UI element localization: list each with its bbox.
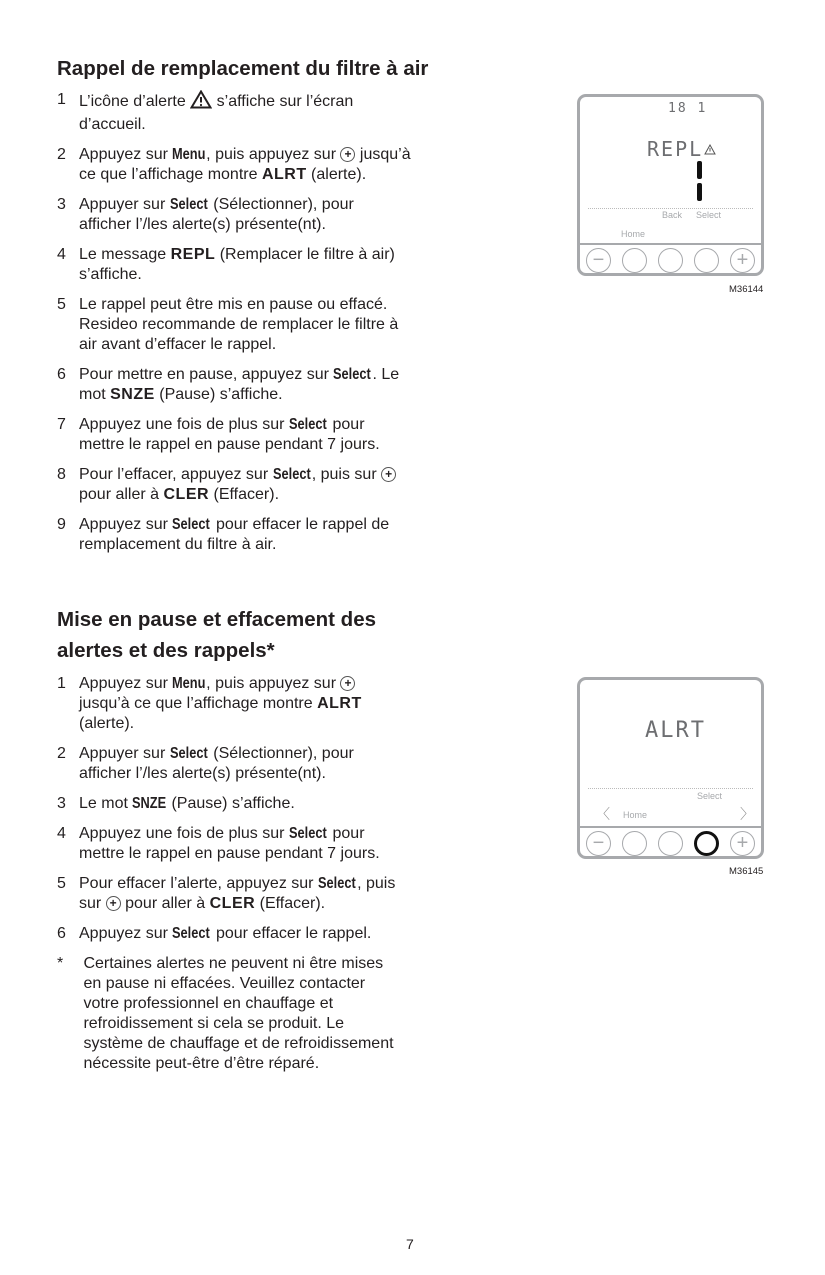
text: Pour effacer l’alerte, appuyez sur — [79, 875, 318, 892]
text-line — [79, 974, 497, 994]
cursor-segment — [697, 183, 702, 201]
text: Appuyer sur — [79, 745, 170, 762]
text: , puis — [357, 875, 396, 892]
text-line — [79, 90, 497, 115]
text-line — [79, 365, 497, 385]
step-number: 5 — [57, 875, 66, 892]
text-line — [79, 994, 497, 1014]
text: (Effacer). — [209, 486, 280, 503]
step-number: 6 — [57, 366, 66, 383]
top-digits: 18 1 — [668, 101, 708, 116]
select-label: Select — [696, 210, 722, 220]
warning-icon — [704, 144, 716, 155]
text: afficher l’/les alerte(s) présente(nt). — [79, 216, 326, 233]
text: système de chauffage et de refroidissement — [79, 1035, 394, 1052]
text-line — [79, 954, 497, 974]
button-row — [586, 831, 755, 856]
bold-term: SNZE — [110, 386, 155, 403]
step-number: 3 — [57, 196, 66, 213]
thermostat-screen — [580, 680, 761, 828]
text: Appuyez sur — [79, 675, 173, 692]
list-item — [57, 874, 497, 914]
text-line — [79, 874, 497, 894]
text: pour — [328, 416, 365, 433]
button-name: Menu — [172, 675, 206, 692]
list-item — [57, 465, 497, 505]
text-line — [79, 145, 497, 165]
title-line-2: alertes et des rappels* — [57, 639, 275, 662]
text-line — [79, 894, 497, 914]
cursor-segment — [697, 161, 702, 179]
button-name: Select — [169, 196, 208, 213]
text-line — [79, 535, 497, 555]
text: (alerte). — [79, 715, 135, 732]
list-item — [57, 515, 497, 555]
thermostat-illustration-alrt — [577, 677, 764, 859]
home-label: Home — [621, 229, 646, 239]
list-item — [57, 674, 497, 734]
text-line — [79, 764, 497, 784]
button-name: Select — [288, 416, 327, 433]
bold-term: CLER — [163, 486, 210, 503]
button-name: Select — [172, 925, 211, 942]
text-line — [79, 794, 497, 814]
text: pour aller à — [79, 486, 164, 503]
text-line — [79, 165, 497, 185]
chevron-left-icon[interactable]: 〈 — [596, 806, 610, 822]
step-number: 5 — [57, 296, 66, 313]
text: Appuyez sur — [79, 925, 173, 942]
select-label: Select — [697, 791, 723, 801]
text: (Pause) s’affiche. — [154, 386, 283, 403]
text: pour aller à — [120, 895, 210, 912]
text-line — [79, 924, 497, 944]
minus-button[interactable]: − — [586, 831, 611, 856]
text: sur — [79, 895, 106, 912]
list-item — [57, 924, 497, 944]
divider — [588, 788, 753, 789]
text-line — [79, 385, 497, 405]
text: en pause ni effacées. Veuillez contacter — [79, 975, 366, 992]
text: L’icône d’alerte — [79, 93, 191, 110]
text: , puis sur — [311, 466, 382, 483]
section-title-pause-clear — [57, 604, 376, 666]
text: votre professionnel en chauffage et — [79, 995, 334, 1012]
back-label: Back — [662, 210, 683, 220]
button-name: SNZE — [132, 795, 167, 812]
text-line — [79, 824, 497, 844]
step-number: * — [57, 955, 64, 972]
text: jusqu’à — [355, 146, 411, 163]
text: air avant d’effacer le rappel. — [79, 336, 277, 353]
list-item — [57, 824, 497, 864]
text: (Sélectionner), pour — [208, 745, 354, 762]
button-name: Select — [169, 745, 208, 762]
text: Resideo recommande de remplacer le filtre à — [79, 316, 399, 333]
step-number: 1 — [57, 675, 66, 692]
text: Pour mettre en pause, appuyez sur — [79, 366, 334, 383]
text: Appuyer sur — [79, 196, 170, 213]
text: , puis appuyez sur — [206, 675, 341, 692]
text-line — [79, 1054, 497, 1074]
text: pour effacer le rappel de — [211, 516, 390, 533]
text: pour effacer le rappel. — [211, 925, 372, 942]
text: mettre le rappel en pause pendant 7 jours. — [79, 436, 380, 453]
text-line — [79, 714, 497, 734]
text: Le rappel peut être mis en pause ou effacé. — [79, 296, 388, 313]
display-text: REPL — [647, 137, 704, 161]
back-button[interactable] — [658, 831, 683, 856]
text-line — [79, 694, 497, 714]
page-number: 7 — [406, 1236, 414, 1252]
section-title-filter-reminder: Rappel de remplacement du filtre à air — [57, 57, 429, 80]
text: s’affiche sur l’écran — [212, 93, 354, 110]
text: Appuyez une fois de plus sur — [79, 416, 289, 433]
text: (Pause) s’affiche. — [167, 795, 295, 812]
text-line — [79, 485, 497, 505]
back-button[interactable] — [658, 248, 683, 273]
text-line — [79, 335, 497, 355]
thermostat-illustration-repl — [577, 94, 764, 276]
plus-button[interactable]: + — [730, 248, 755, 273]
text: remplacement du filtre à air. — [79, 536, 277, 553]
button-name: Select — [172, 516, 211, 533]
step-number: 4 — [57, 825, 66, 842]
text: (Effacer). — [255, 895, 326, 912]
button-name: Menu — [172, 146, 206, 163]
text: ce que l’affichage montre — [79, 166, 262, 183]
text: mot — [79, 386, 111, 403]
bold-term: REPL — [170, 246, 216, 263]
step-number: 8 — [57, 466, 66, 483]
step-number: 2 — [57, 745, 66, 762]
text-line — [79, 245, 497, 265]
list-item — [57, 90, 497, 135]
button-name: Select — [333, 366, 372, 383]
step-number: 7 — [57, 416, 66, 433]
bold-term: ALRT — [261, 166, 307, 183]
step-number: 4 — [57, 246, 66, 263]
text-line — [79, 744, 497, 764]
text: Le message — [79, 246, 171, 263]
text: (Sélectionner), pour — [208, 196, 354, 213]
text-line — [79, 215, 497, 235]
step-number: 3 — [57, 795, 66, 812]
pause-clear-steps — [57, 674, 497, 1084]
text: d’accueil. — [79, 116, 146, 133]
figure-code: M36144 — [729, 284, 764, 295]
button-name: Select — [272, 466, 311, 483]
plus-button-icon: + — [340, 147, 355, 162]
text-line — [79, 295, 497, 315]
text-line — [79, 435, 497, 455]
text: pour — [328, 825, 365, 842]
list-item — [57, 415, 497, 455]
text-line — [79, 195, 497, 215]
text: jusqu’à ce que l’affichage montre — [79, 695, 318, 712]
list-item — [57, 295, 497, 355]
list-item — [57, 744, 497, 784]
text: Appuyez sur — [79, 516, 173, 533]
divider — [588, 208, 753, 209]
text: Appuyez une fois de plus sur — [79, 825, 289, 842]
button-name: Select — [317, 875, 356, 892]
text: (Remplacer le filtre à air) — [215, 246, 395, 263]
select-button[interactable] — [694, 248, 719, 273]
home-button[interactable] — [622, 248, 647, 273]
text: afficher l’/les alerte(s) présente(nt). — [79, 765, 326, 782]
figure-code: M36145 — [729, 866, 764, 877]
text-line — [79, 115, 497, 135]
button-name: Select — [288, 825, 327, 842]
text-line — [79, 844, 497, 864]
bold-term: ALRT — [317, 695, 362, 712]
select-button-highlighted[interactable] — [694, 831, 719, 856]
step-number: 2 — [57, 146, 66, 163]
text: Appuyez sur — [79, 146, 173, 163]
text-line — [79, 1034, 497, 1054]
home-label: Home — [623, 810, 648, 820]
text-line — [79, 315, 497, 335]
text: Pour l’effacer, appuyez sur — [79, 466, 273, 483]
text: mettre le rappel en pause pendant 7 jours. — [79, 845, 380, 862]
chevron-right-icon[interactable]: 〉 — [740, 806, 754, 822]
step-number: 9 — [57, 516, 66, 533]
text-line — [79, 415, 497, 435]
text-line — [79, 1014, 497, 1034]
list-item — [57, 145, 497, 185]
display-text: ALRT — [645, 718, 706, 743]
plus-button-icon: + — [340, 676, 355, 691]
text-line — [79, 465, 497, 485]
text: s’affiche. — [79, 266, 142, 283]
plus-button-icon: + — [381, 467, 396, 482]
text-line — [79, 674, 497, 694]
button-row — [586, 248, 755, 273]
bold-term: CLER — [209, 895, 256, 912]
step-number: 6 — [57, 925, 66, 942]
thermostat-screen — [580, 97, 761, 245]
title-line-1: Mise en pause et effacement des — [57, 608, 377, 631]
step-number: 1 — [57, 91, 66, 108]
list-item — [57, 365, 497, 405]
plus-button-icon: + — [106, 896, 121, 911]
list-item — [57, 794, 497, 814]
text-line — [79, 515, 497, 535]
list-item — [57, 245, 497, 285]
text: nécessite peut-être d’être réparé. — [79, 1055, 320, 1072]
list-item — [57, 195, 497, 235]
warning-icon — [190, 90, 212, 115]
minus-button[interactable]: − — [586, 248, 611, 273]
text: refroidissement si cela se produit. Le — [79, 1015, 345, 1032]
text: , puis appuyez sur — [206, 146, 341, 163]
text: Le mot — [79, 795, 133, 812]
text: (alerte). — [306, 166, 367, 183]
text: . Le — [372, 366, 400, 383]
filter-reminder-steps — [57, 90, 497, 565]
home-button[interactable] — [622, 831, 647, 856]
plus-button[interactable]: + — [730, 831, 755, 856]
text: Certaines alertes ne peuvent ni être mises — [79, 955, 384, 972]
text-line — [79, 265, 497, 285]
list-item — [57, 954, 497, 1074]
